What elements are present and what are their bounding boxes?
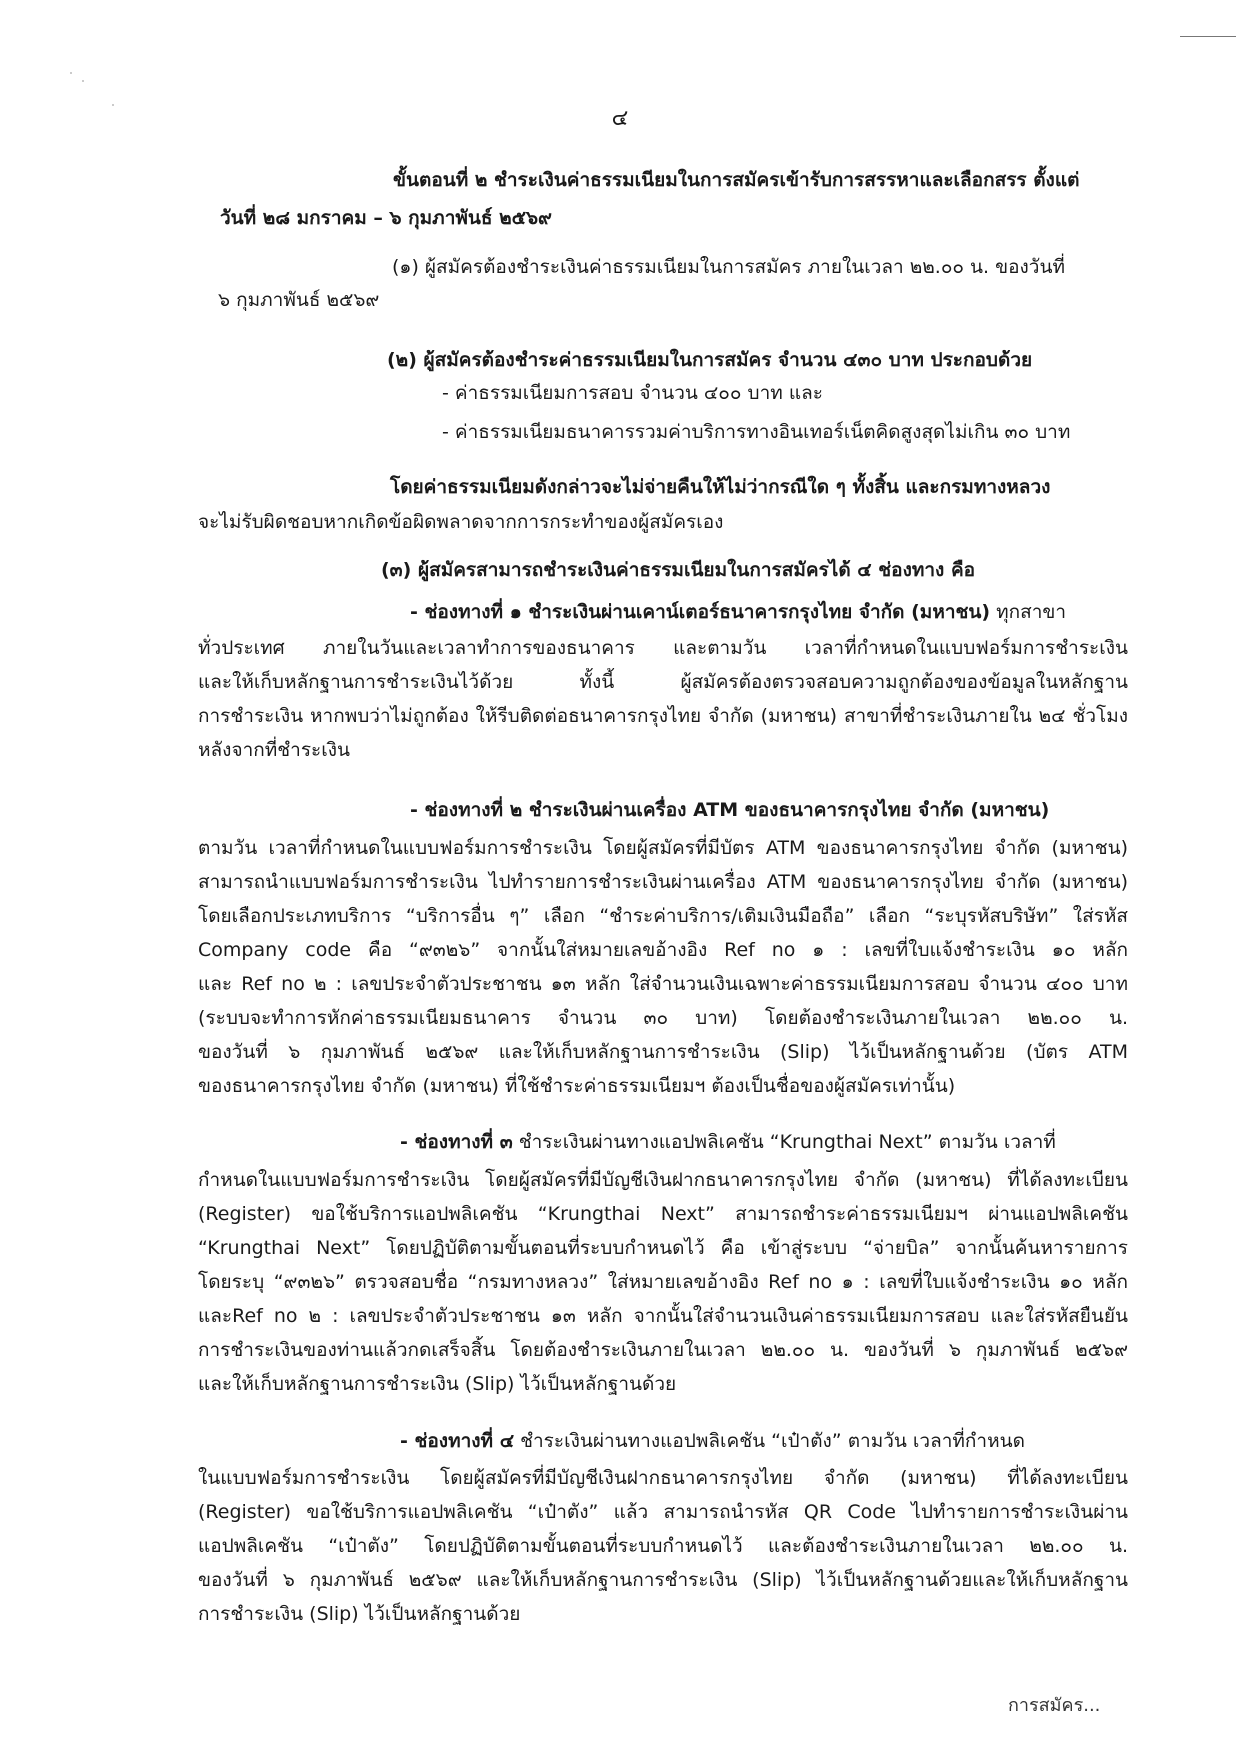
channel4-line-4: ของวันที่ ๖ กุมภาพันธ์ ๒๕๖๙ และให้เก็บหลักฐานการชำระเงิน (Slip) ไว้เป็นหลักฐานด้วยและให้เก็บหลักฐาน (198, 1569, 1128, 1591)
channel3-line-7: และให้เก็บหลักฐานการชำระเงิน (Slip) ไว้เป็นหลักฐานด้วย (198, 1373, 677, 1395)
channel2-lead: - ช่องทางที่ ๒ ชำระเงินผ่านเครื่อง ATM ของธนาคารกรุงไทย จำกัด (มหาชน) (410, 799, 1050, 821)
channel2-line-8: ของธนาคารกรุงไทย จำกัด (มหาชน) ที่ใช้ชำระค่าธรรมเนียมฯ ต้องเป็นชื่อของผู้สมัครเท่านั้น) (198, 1075, 956, 1097)
channel3-line-5: และRef no ๒ : เลขประจำตัวประชาชน ๑๓ หลัก จากนั้นใส่จำนวนเงินค่าธรรมเนียมการสอบ และใส่รหัสยืนยัน (198, 1305, 1128, 1327)
channel3-line-4: โดยระบุ “๙๓๒๖” ตรวจสอบชื่อ “กรมทางหลวง” ใส่หมายเลขอ้างอิง Ref no ๑ : เลขที่ใบแจ้งชำระเงิน ๑๐ หลัก (198, 1271, 1128, 1293)
item1-line-2: ๖ กุมภาพันธ์ ๒๕๖๙ (218, 289, 380, 311)
item1-line-1: (๑) ผู้สมัครต้องชำระเงินค่าธรรมเนียมในการสมัคร ภายในเวลา ๒๒.๐๐ น. ของวันที่ (392, 256, 1065, 278)
channel4-lead-line (400, 1427, 1025, 1455)
channel2-line-3: โดยเลือกประเภทบริการ “บริการอื่น ๆ” เลือก “ชำระค่าบริการ/เติมเงินมือถือ” เลือก “ระบุรหัสบริษัท” ใส่รหัส (198, 905, 1128, 927)
channel4-line-5: การชำระเงิน (Slip) ไว้เป็นหลักฐานด้วย (198, 1603, 521, 1625)
channel1-line-1: ทั่วประเทศ ภายในวันและเวลาทำการของธนาคาร และตามวัน เวลาที่กำหนดในแบบฟอร์มการชำระเงิน (198, 637, 1128, 659)
heading-line-2: วันที่ ๒๘ มกราคม – ๖ กุมภาพันธ์ ๒๕๖๙ (220, 207, 552, 229)
item2-line-1: (๒) ผู้สมัครต้องชำระค่าธรรมเนียมในการสมัคร จำนวน ๔๓๐ บาท ประกอบด้วย (387, 349, 1033, 371)
channel3-lead-rest: ชำระเงินผ่านทางแอปพลิเคชัน “Krungthai Next” ตามวัน เวลาที่ (512, 1131, 1056, 1153)
scan-speck (82, 80, 84, 82)
channel1-lead-rest: ทุกสาขา (990, 601, 1067, 623)
channel1-lead-line (410, 598, 1066, 626)
note-line-2: จะไม่รับผิดชอบหากเกิดข้อผิดพลาดจากการกระทำของผู้สมัครเอง (198, 511, 724, 533)
heading-line-1: ขั้นตอนที่ ๒ ชำระเงินค่าธรรมเนียมในการสมัครเข้ารับการสรรหาและเลือกสรร ตั้งแต่ (393, 169, 1080, 191)
scan-mark (1180, 36, 1236, 37)
continuation-footer: การสมัคร... (1008, 1695, 1101, 1716)
channel1-lead: - ช่องทางที่ ๑ ชำระเงินผ่านเคาน์เตอร์ธนาคารกรุงไทย จำกัด (มหาชน) (410, 601, 991, 623)
note-line-1: โดยค่าธรรมเนียมดังกล่าวจะไม่จ่ายคืนให้ไม่ว่ากรณีใด ๆ ทั้งสิ้น และกรมทางหลวง (390, 476, 1051, 498)
channel4-line-3: แอปพลิเคชัน “เป๋าตัง” โดยปฏิบัติตามขั้นตอนที่ระบบกำหนดไว้ และต้องชำระเงินภายในเวลา ๒๒.๐๐ น. (198, 1535, 1128, 1557)
channel3-line-6: การชำระเงินของท่านแล้วกดเสร็จสิ้น โดยต้องชำระเงินภายในเวลา ๒๒.๐๐ น. ของวันที่ ๖ กุมภาพันธ์ ๒๕๖๙ (198, 1339, 1128, 1361)
channel1-line-3: การชำระเงิน หากพบว่าไม่ถูกต้อง ให้รีบติดต่อธนาคารกรุงไทย จำกัด (มหาชน) สาขาที่ชำระเงินภายใน ๒๔ ชั่วโมง (198, 705, 1128, 727)
scan-speck (112, 104, 114, 106)
channel2-line-4: Company code คือ “๙๓๒๖” จากนั้นใส่หมายเลขอ้างอิง Ref no ๑ : เลขที่ใบแจ้งชำระเงิน ๑๐ หลัก (198, 939, 1128, 961)
channel2-line-7: ของวันที่ ๖ กุมภาพันธ์ ๒๕๖๙ และให้เก็บหลักฐานการชำระเงิน (Slip) ไว้เป็นหลักฐานด้วย (บัตร ATM (198, 1041, 1128, 1063)
item2-sub-1: - ค่าธรรมเนียมการสอบ จำนวน ๔๐๐ บาท และ (442, 382, 823, 404)
channel4-lead: - ช่องทางที่ ๔ (400, 1430, 515, 1452)
page-number: ๔ (611, 106, 629, 131)
channel3-lead-line (400, 1128, 1056, 1156)
channel3-line-1: กำหนดในแบบฟอร์มการชำระเงิน โดยผู้สมัครที่มีบัญชีเงินฝากธนาคารกรุงไทย จำกัด (มหาชน) ที่ได้ลงทะเบียน (198, 1169, 1128, 1191)
channel2-line-6: (ระบบจะทำการหักค่าธรรมเนียมธนาคาร จำนวน ๓๐ บาท) โดยต้องชำระเงินภายในเวลา ๒๒.๐๐ น. (198, 1007, 1128, 1029)
channel2-line-5: และ Ref no ๒ : เลขประจำตัวประชาชน ๑๓ หลัก ใส่จำนวนเงินเฉพาะค่าธรรมเนียมการสอบ จำนวน ๔๐๐ บาท (198, 973, 1128, 995)
channel1-line-4: หลังจากที่ชำระเงิน (198, 739, 351, 761)
channel2-line-2: สามารถนำแบบฟอร์มการชำระเงิน ไปทำรายการชำระเงินผ่านเครื่อง ATM ของธนาคารกรุงไทย จำกัด (มหาชน) (198, 871, 1128, 893)
channel4-lead-rest: ชำระเงินผ่านทางแอปพลิเคชัน “เป๋าตัง” ตามวัน เวลาที่กำหนด (514, 1430, 1025, 1452)
item2-sub-2: - ค่าธรรมเนียมธนาคารรวมค่าบริการทางอินเทอร์เน็ตคิดสูงสุดไม่เกิน ๓๐ บาท (442, 421, 1071, 443)
channel3-line-3: “Krungthai Next” โดยปฏิบัติตามขั้นตอนที่ระบบกำหนดไว้ คือ เข้าสู่ระบบ “จ่ายบิล” จากนั้นค้นหารายการ (198, 1237, 1128, 1259)
channel2-line-1: ตามวัน เวลาที่กำหนดในแบบฟอร์มการชำระเงิน โดยผู้สมัครที่มีบัตร ATM ของธนาคารกรุงไทย จำกัด (มหาชน) (198, 837, 1128, 859)
channel1-line-2: และให้เก็บหลักฐานการชำระเงินไว้ด้วย ทั้งนี้ ผู้สมัครต้องตรวจสอบความถูกต้องของข้อมูลในหลักฐาน (198, 671, 1128, 693)
channel3-line-2: (Register) ขอใช้บริการแอปพลิเคชัน “Krungthai Next” สามารถชำระค่าธรรมเนียมฯ ผ่านแอปพลิเคชัน (198, 1203, 1128, 1225)
channel3-lead: - ช่องทางที่ ๓ (400, 1131, 513, 1153)
scan-speck (70, 72, 72, 74)
item3-line-1: (๓) ผู้สมัครสามารถชำระเงินค่าธรรมเนียมในการสมัครได้ ๔ ช่องทาง คือ (381, 559, 976, 581)
channel4-line-2: (Register) ขอใช้บริการแอปพลิเคชัน “เป๋าตัง” แล้ว สามารถนำรหัส QR Code ไปทำรายการชำระเงินผ่าน (198, 1501, 1128, 1523)
channel4-line-1: ในแบบฟอร์มการชำระเงิน โดยผู้สมัครที่มีบัญชีเงินฝากธนาคารกรุงไทย จำกัด (มหาชน) ที่ได้ลงทะเบียน (198, 1467, 1128, 1489)
